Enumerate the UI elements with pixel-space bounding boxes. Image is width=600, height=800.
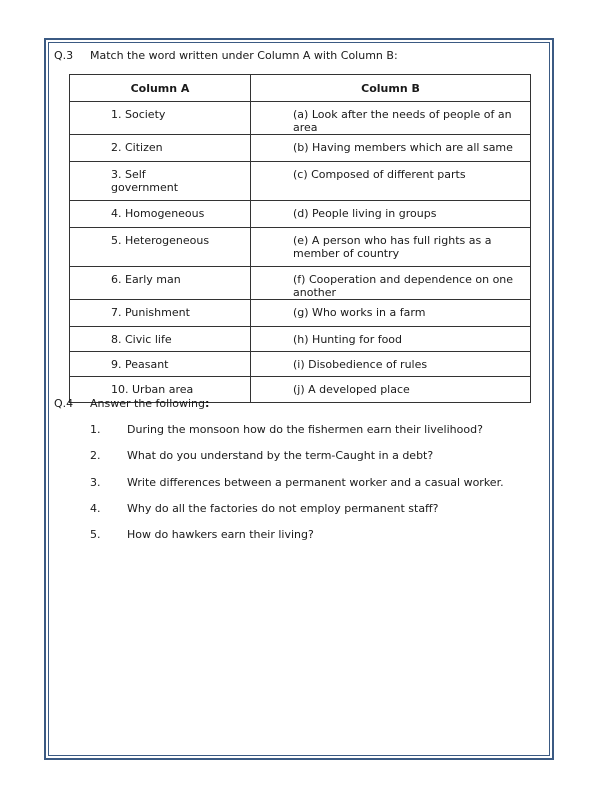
column-b-cell: (d) People living in groups: [251, 201, 531, 228]
table-row: [70, 327, 531, 352]
question-text: What do you understand by the term-Caught in a debt?: [127, 449, 434, 462]
table-row: [70, 201, 531, 228]
table-row: [70, 135, 531, 162]
column-b-cell: (c) Composed of different parts: [251, 162, 531, 201]
question-text: How do hawkers earn their living?: [127, 528, 314, 541]
q4-number: Q.4: [54, 397, 74, 410]
column-a-cell: 7. Punishment: [70, 300, 251, 327]
question-text: During the monsoon how do the fishermen earn their livelihood?: [127, 423, 483, 436]
column-b-cell: (b) Having members which are all same: [251, 135, 531, 162]
q4-prompt-text: Answer the following: [90, 397, 206, 410]
table-row: [70, 267, 531, 300]
question-text: Why do all the factories do not employ permanent staff?: [127, 502, 439, 515]
column-b-cell: (g) Who works in a farm: [251, 300, 531, 327]
table-row: [70, 162, 531, 201]
q3-prompt: Match the word written under Column A with Column B:: [90, 49, 398, 62]
column-a-cell: 4. Homogeneous: [70, 201, 251, 228]
question-number: 3.: [90, 476, 101, 489]
column-a-cell: 6. Early man: [70, 267, 251, 300]
column-b-cell: (a) Look after the needs of people of an area: [251, 102, 531, 135]
q4-prompt: [90, 397, 209, 410]
column-a-cell: 3. Self government: [70, 162, 251, 201]
table-row: [70, 300, 531, 327]
table-header-row: [70, 75, 531, 102]
question-text: Write differences between a permanent worker and a casual worker.: [127, 476, 504, 489]
column-a-header: Column A: [70, 75, 251, 102]
question-number: 5.: [90, 528, 101, 541]
column-b-cell: (f) Cooperation and dependence on one another: [251, 267, 531, 300]
column-a-cell: 2. Citizen: [70, 135, 251, 162]
column-b-cell: (h) Hunting for food: [251, 327, 531, 352]
question-number: 2.: [90, 449, 101, 462]
column-a-cell: 8. Civic life: [70, 327, 251, 352]
match-table: [69, 74, 531, 403]
table-row: [70, 352, 531, 377]
column-a-cell: 5. Heterogeneous: [70, 228, 251, 267]
column-b-cell: (i) Disobedience of rules: [251, 352, 531, 377]
column-b-header: Column B: [251, 75, 531, 102]
column-a-cell: 1. Society: [70, 102, 251, 135]
table-row: [70, 228, 531, 267]
question-number: 1.: [90, 423, 101, 436]
column-a-cell: 10. Urban area: [70, 377, 251, 403]
table-row: [70, 102, 531, 135]
column-b-cell: (e) A person who has full rights as a member of country: [251, 228, 531, 267]
column-b-cell: (j) A developed place: [251, 377, 531, 403]
question-number: 4.: [90, 502, 101, 515]
column-a-cell: 9. Peasant: [70, 352, 251, 377]
q4-prompt-colon: :: [205, 397, 210, 410]
q3-number: Q.3: [54, 49, 74, 62]
